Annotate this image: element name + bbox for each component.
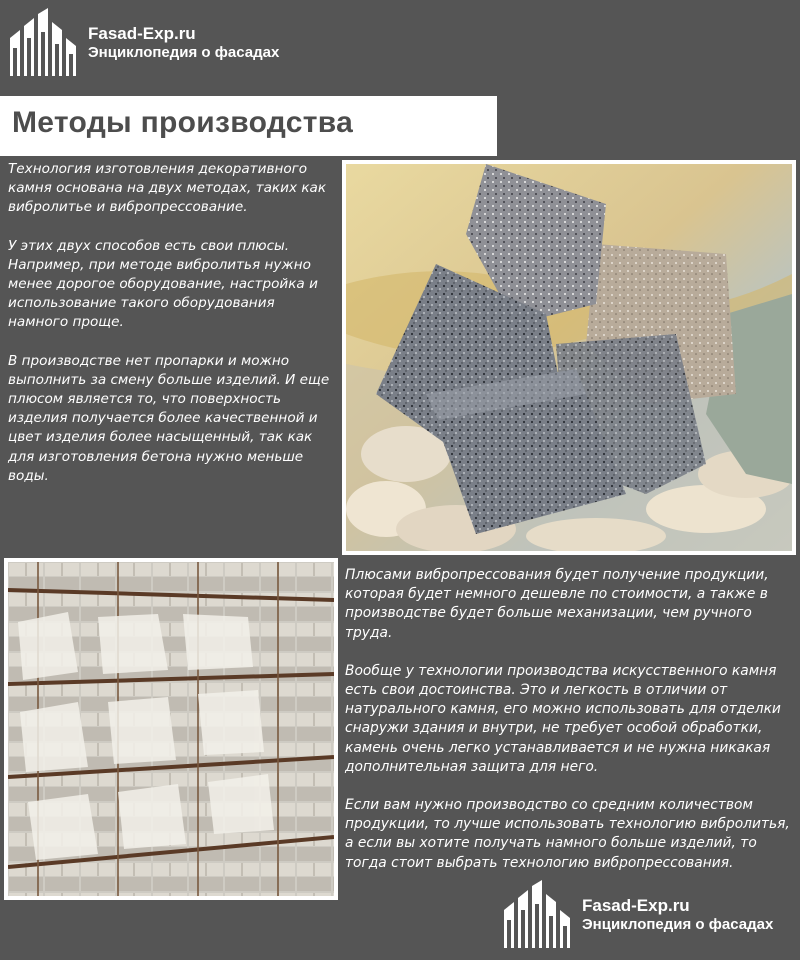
right-text-column bbox=[345, 566, 800, 892]
title-bar bbox=[0, 96, 497, 156]
logo-subtitle: Энциклопедия о фасадах bbox=[88, 44, 280, 62]
logo-site-name: Fasad-Exp.ru bbox=[88, 24, 196, 43]
building-logo-icon bbox=[8, 8, 80, 78]
building-logo-icon bbox=[502, 880, 574, 950]
production-racks-photo bbox=[4, 558, 338, 900]
bottom-logo[interactable] bbox=[502, 880, 773, 950]
paragraph: Плюсами вибропрессования будет получение продукции, которая будет немного дешевле по стоимости, а также в производстве будет больше механизации, чем ручного труда. bbox=[345, 567, 769, 641]
paragraph: У этих двух способов есть свои плюсы. Например, при методе вибролитья нужно менее дорогое оборудование, настройка и использование такого оборудования намного проще. bbox=[8, 237, 318, 331]
paragraph: Если вам нужно производство со средним количеством продукции, то лучше использовать технологию вибролитья, а если вы хотите получать намного больше изделий, то тогда стоит выбрать технологию вибропрессования. bbox=[345, 797, 790, 871]
logo-subtitle: Энциклопедия о фасадах bbox=[582, 916, 774, 934]
logo-site-name: Fasad-Exp.ru bbox=[582, 896, 690, 915]
paragraph: Технология изготовления декоративного камня основана на двух методах, таких как вибролитье и вибропрессование. bbox=[8, 161, 327, 216]
stones-image bbox=[346, 164, 792, 551]
decorative-stones-photo bbox=[342, 160, 796, 555]
left-text-column bbox=[8, 160, 338, 505]
top-logo[interactable] bbox=[8, 8, 279, 78]
page-title: Методы производства bbox=[12, 106, 354, 139]
paragraph: В производстве нет пропарки и можно выполнить за смену больше изделий. И еще плюсом является то, что поверхность изделия получается более качественной и цвет изделия более насыщенный, так как для изготовления бетона нужно меньше воды. bbox=[8, 352, 330, 484]
paragraph: Вообще у технологии производства искусственного камня есть свои достоинства. Это и легкость в отличии от натурального камня, его можно использовать для отделки снаружи здания и внутри, не требует особой обработки, камень очень легко устанавливается и не нужна никакая дополнительная защита для него. bbox=[345, 662, 781, 775]
racks-image bbox=[8, 562, 334, 896]
